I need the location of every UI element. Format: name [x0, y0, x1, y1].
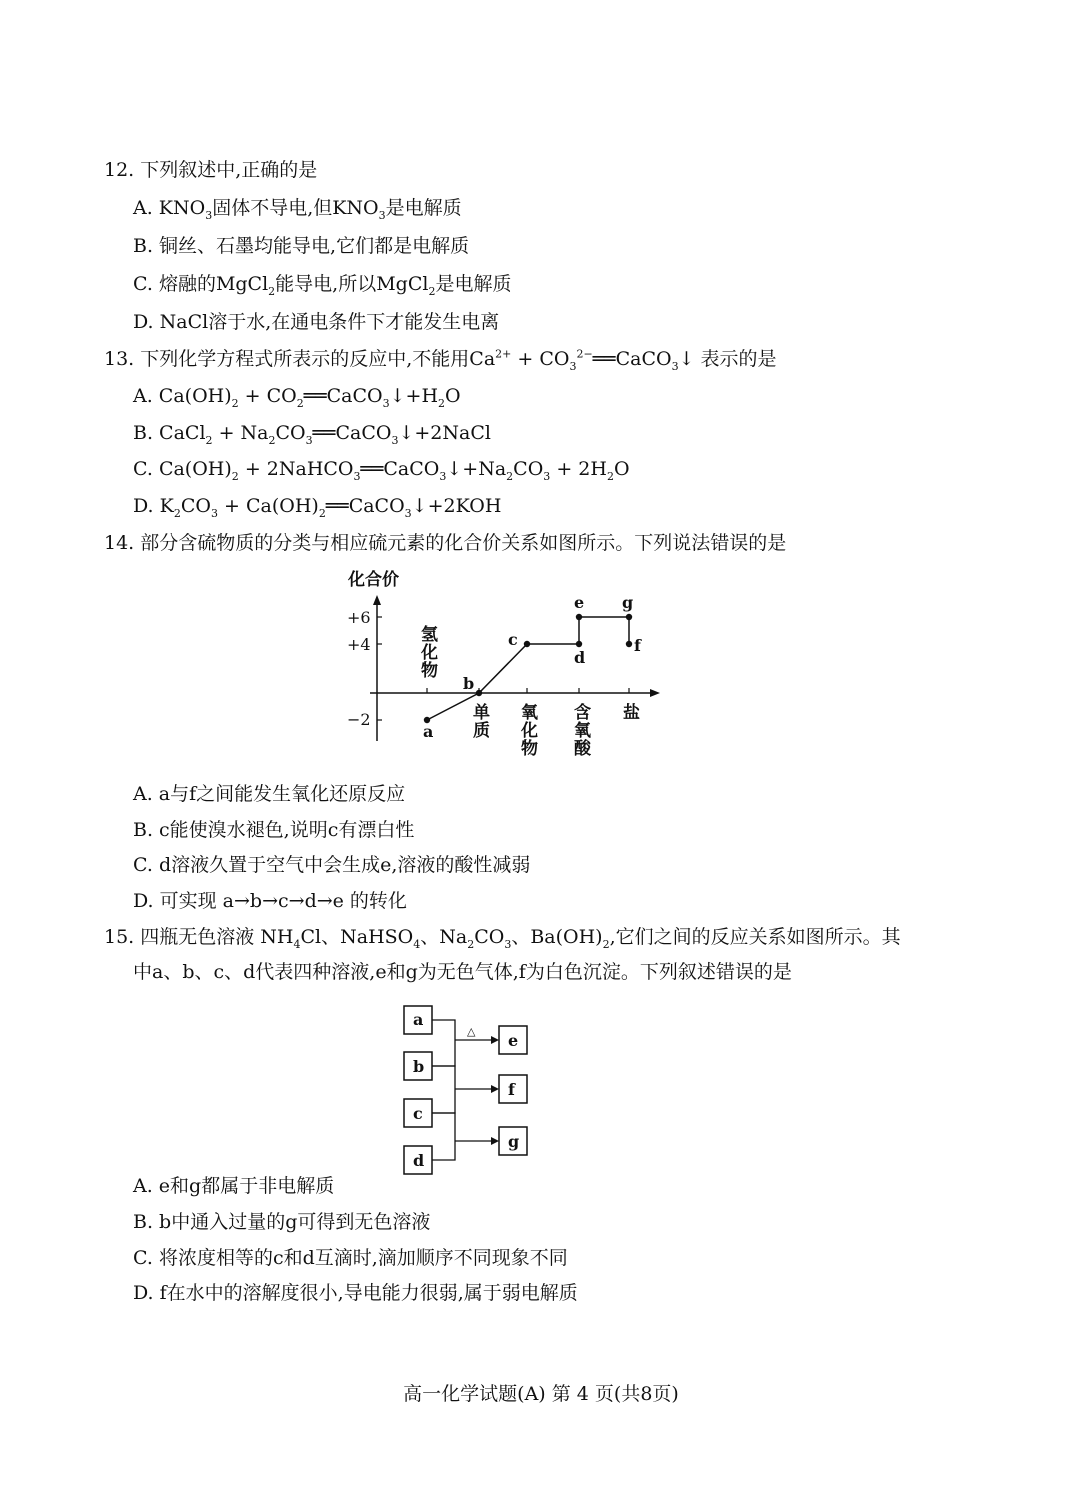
category-element: 单质	[469, 703, 489, 739]
q14-option-c: C. d溶液久置于空气中会生成e,溶液的酸性减弱	[133, 854, 531, 876]
reaction-diagram	[395, 1000, 540, 1180]
arrowhead-f	[491, 1085, 499, 1093]
page-footer: 高一化学试题(A) 第 4 页(共8页)	[403, 1383, 679, 1405]
q13-option-d: D. $K_2CO_3$ + $Ca(OH)_2══CaCO_3↓+2KOH$	[133, 495, 502, 520]
category-hydride: 氢化物	[417, 625, 437, 679]
q14-option-a: A. a与f之间能发生氧化还原反应	[133, 783, 406, 805]
point-label-d: d	[574, 648, 586, 667]
point-label-e: e	[574, 593, 585, 612]
q15-option-a: A. e和g都属于非电解质	[133, 1175, 335, 1197]
valence-diagram	[330, 563, 675, 763]
q15-option-c: C. 将浓度相等的c和d互滴时,滴加顺序不同现象不同	[133, 1247, 568, 1269]
q15-stem-line-1: 15. 四瓶无色溶液 $NH_4Cl$、NaHSO$_4$、$Na_2CO_3$、$Ba(OH)_2$,它们之间的反应关系如图所示。其	[104, 926, 901, 951]
q13-option-b: B. CaCl$_2$ + $Na_2CO_3══CaCO_3↓+2NaCl$	[133, 422, 491, 447]
q12-stem: 12. 下列叙述中,正确的是	[104, 159, 318, 181]
q12-option-c: C. 熔融的MgCl$_2$能导电,所以MgCl$_2$是电解质	[133, 273, 512, 298]
q14-option-d: D. 可实现 a→b→c→d→e 的转化	[133, 890, 407, 912]
q13-stem: 13. 下列化学方程式所表示的反应中,不能用$Ca^{2+}$ + $CO_3^{2-}══CaCO_3↓$ 表示的是	[104, 347, 777, 373]
point-label-c: c	[508, 630, 518, 649]
q15-option-d: D. f在水中的溶解度很小,导电能力很弱,属于弱电解质	[133, 1282, 578, 1304]
point-label-f: f	[634, 636, 641, 655]
y-tick-label-6: +6	[347, 608, 371, 627]
point-label-b: b	[463, 674, 475, 693]
y-tick-label-4: +4	[347, 635, 371, 654]
q13-option-a: A. $Ca(OH)_2$ + $CO_2══CaCO_3↓+H_2O$	[133, 385, 461, 410]
box-label-f: f	[508, 1080, 515, 1099]
point-d	[576, 641, 582, 647]
q12-option-d: D. NaCl溶于水,在通电条件下才能发生电离	[133, 311, 500, 333]
point-g	[626, 614, 632, 620]
connector-c-d	[432, 1113, 455, 1160]
valence-axis-title: 化合价	[348, 570, 399, 590]
y-tick-label-neg2: −2	[347, 710, 371, 729]
point-label-a: a	[423, 722, 434, 741]
q12-option-b: B. 铜丝、石墨均能导电,它们都是电解质	[133, 235, 470, 257]
y-axis-arrow	[373, 595, 381, 605]
connector-a-b	[432, 1020, 455, 1066]
arrowhead-g	[491, 1137, 499, 1145]
point-label-g: g	[622, 593, 634, 612]
point-f	[626, 641, 632, 647]
point-b	[476, 690, 482, 696]
category-oxyacid: 含氧酸	[570, 703, 590, 757]
box-label-c: c	[413, 1104, 423, 1123]
box-label-e: e	[508, 1031, 519, 1050]
x-axis-arrow	[650, 689, 660, 697]
box-label-d: d	[413, 1151, 425, 1170]
category-salt: 盐	[619, 703, 639, 721]
q15-option-b: B. b中通入过量的g可得到无色溶液	[133, 1211, 431, 1233]
box-label-b: b	[413, 1057, 425, 1076]
q12-option-a: A. $KNO_3$固体不导电,但$KNO_3$是电解质	[133, 197, 462, 222]
valence-path-e-g-f	[579, 617, 629, 644]
valence-path-a-b-c-d	[427, 644, 579, 720]
box-label-a: a	[413, 1010, 424, 1029]
q14-stem: 14. 部分含硫物质的分类与相应硫元素的化合价关系如图所示。下列说法错误的是	[104, 532, 787, 554]
heat-symbol: △	[467, 1025, 476, 1038]
q14-option-b: B. c能使溴水褪色,说明c有漂白性	[133, 819, 415, 841]
box-label-g: g	[508, 1132, 520, 1151]
point-c	[524, 641, 530, 647]
point-e	[576, 614, 582, 620]
q13-option-c: C. $Ca(OH)_2$ + $2NaHCO_3══CaCO_3↓+Na_2CO_3 + 2H_2O$	[133, 458, 630, 483]
arrowhead-e	[491, 1036, 499, 1044]
category-oxide: 氧化物	[517, 703, 537, 757]
connector-b-c	[432, 1066, 455, 1113]
q15-stem-line-2: 中a、b、c、d代表四种溶液,e和g为无色气体,f为白色沉淀。下列叙述错误的是	[133, 961, 792, 983]
